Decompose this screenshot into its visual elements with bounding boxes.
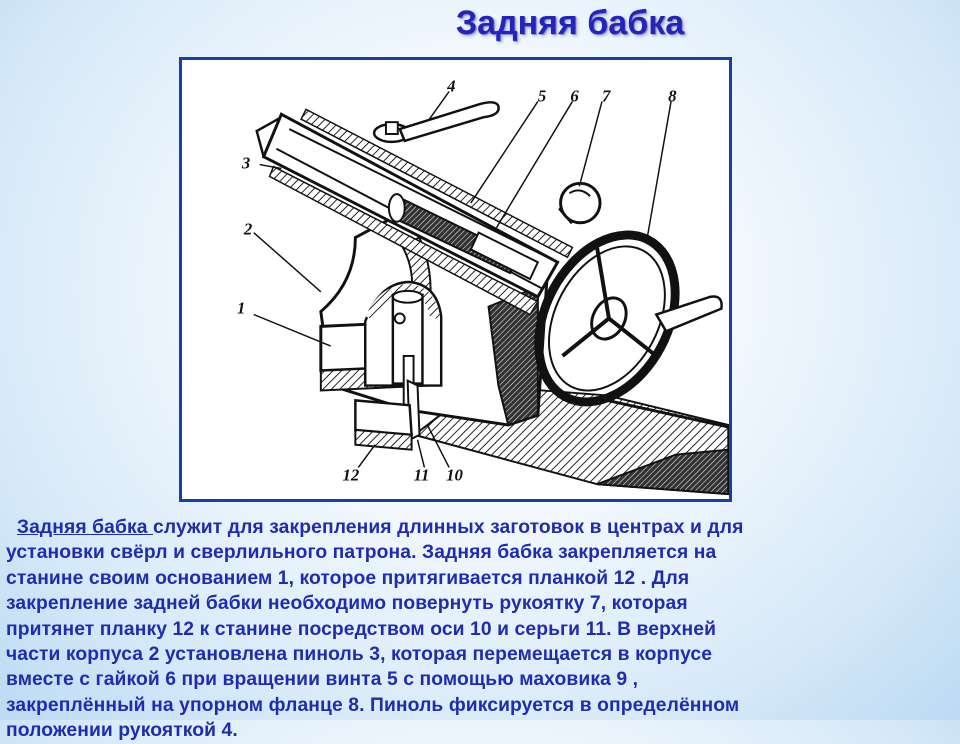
description-term: Задняя бабка [16, 517, 154, 538]
clamp-lever-knob [560, 183, 600, 222]
callout-7: 7 [601, 86, 611, 106]
description-line-9: положении рукояткой 4. [6, 720, 238, 742]
callout-6: 6 [570, 86, 579, 106]
callout-5: 5 [537, 86, 547, 106]
description-line-4: закрепление задней бабки необходимо повернуть рукоятку 7, которая [6, 593, 688, 615]
description-line-2: установки свёрл и сверлильного патрона. Задняя бабка закрепляется на [6, 542, 717, 564]
callout-1: 1 [236, 298, 246, 318]
callout-12: 12 [342, 465, 360, 485]
callout-10: 10 [446, 465, 463, 485]
slide-title: Задняя бабка [455, 4, 685, 42]
description-line-5: притянет планку 12 к станине посредством оси 10 и серьги 11. В верхней [6, 618, 717, 640]
callout-4: 4 [447, 76, 456, 96]
description-line-3: станине своим основанием 1, которое притягивается планкой 12 . Для [6, 567, 690, 589]
description-line-7: вместе с гайкой 6 при вращении винта 5 с помощью маховика 9 , [6, 669, 639, 691]
callout-3: 3 [241, 153, 251, 173]
description-line-8: закреплённый на упорном фланце 8. Пиноль фиксируется в определённом [6, 694, 740, 716]
description-text [6, 515, 956, 744]
callout-8: 8 [668, 86, 677, 106]
description-line-1: Задняя бабка служит для закрепления длинных заготовок в центрах и для [16, 517, 744, 538]
description-line-6: части корпуса 2 установлена пиноль 3, которая перемещается в корпусе [6, 643, 713, 665]
callout-2: 2 [243, 219, 253, 239]
callout-11: 11 [413, 465, 430, 485]
tailstock-diagram [179, 57, 732, 502]
